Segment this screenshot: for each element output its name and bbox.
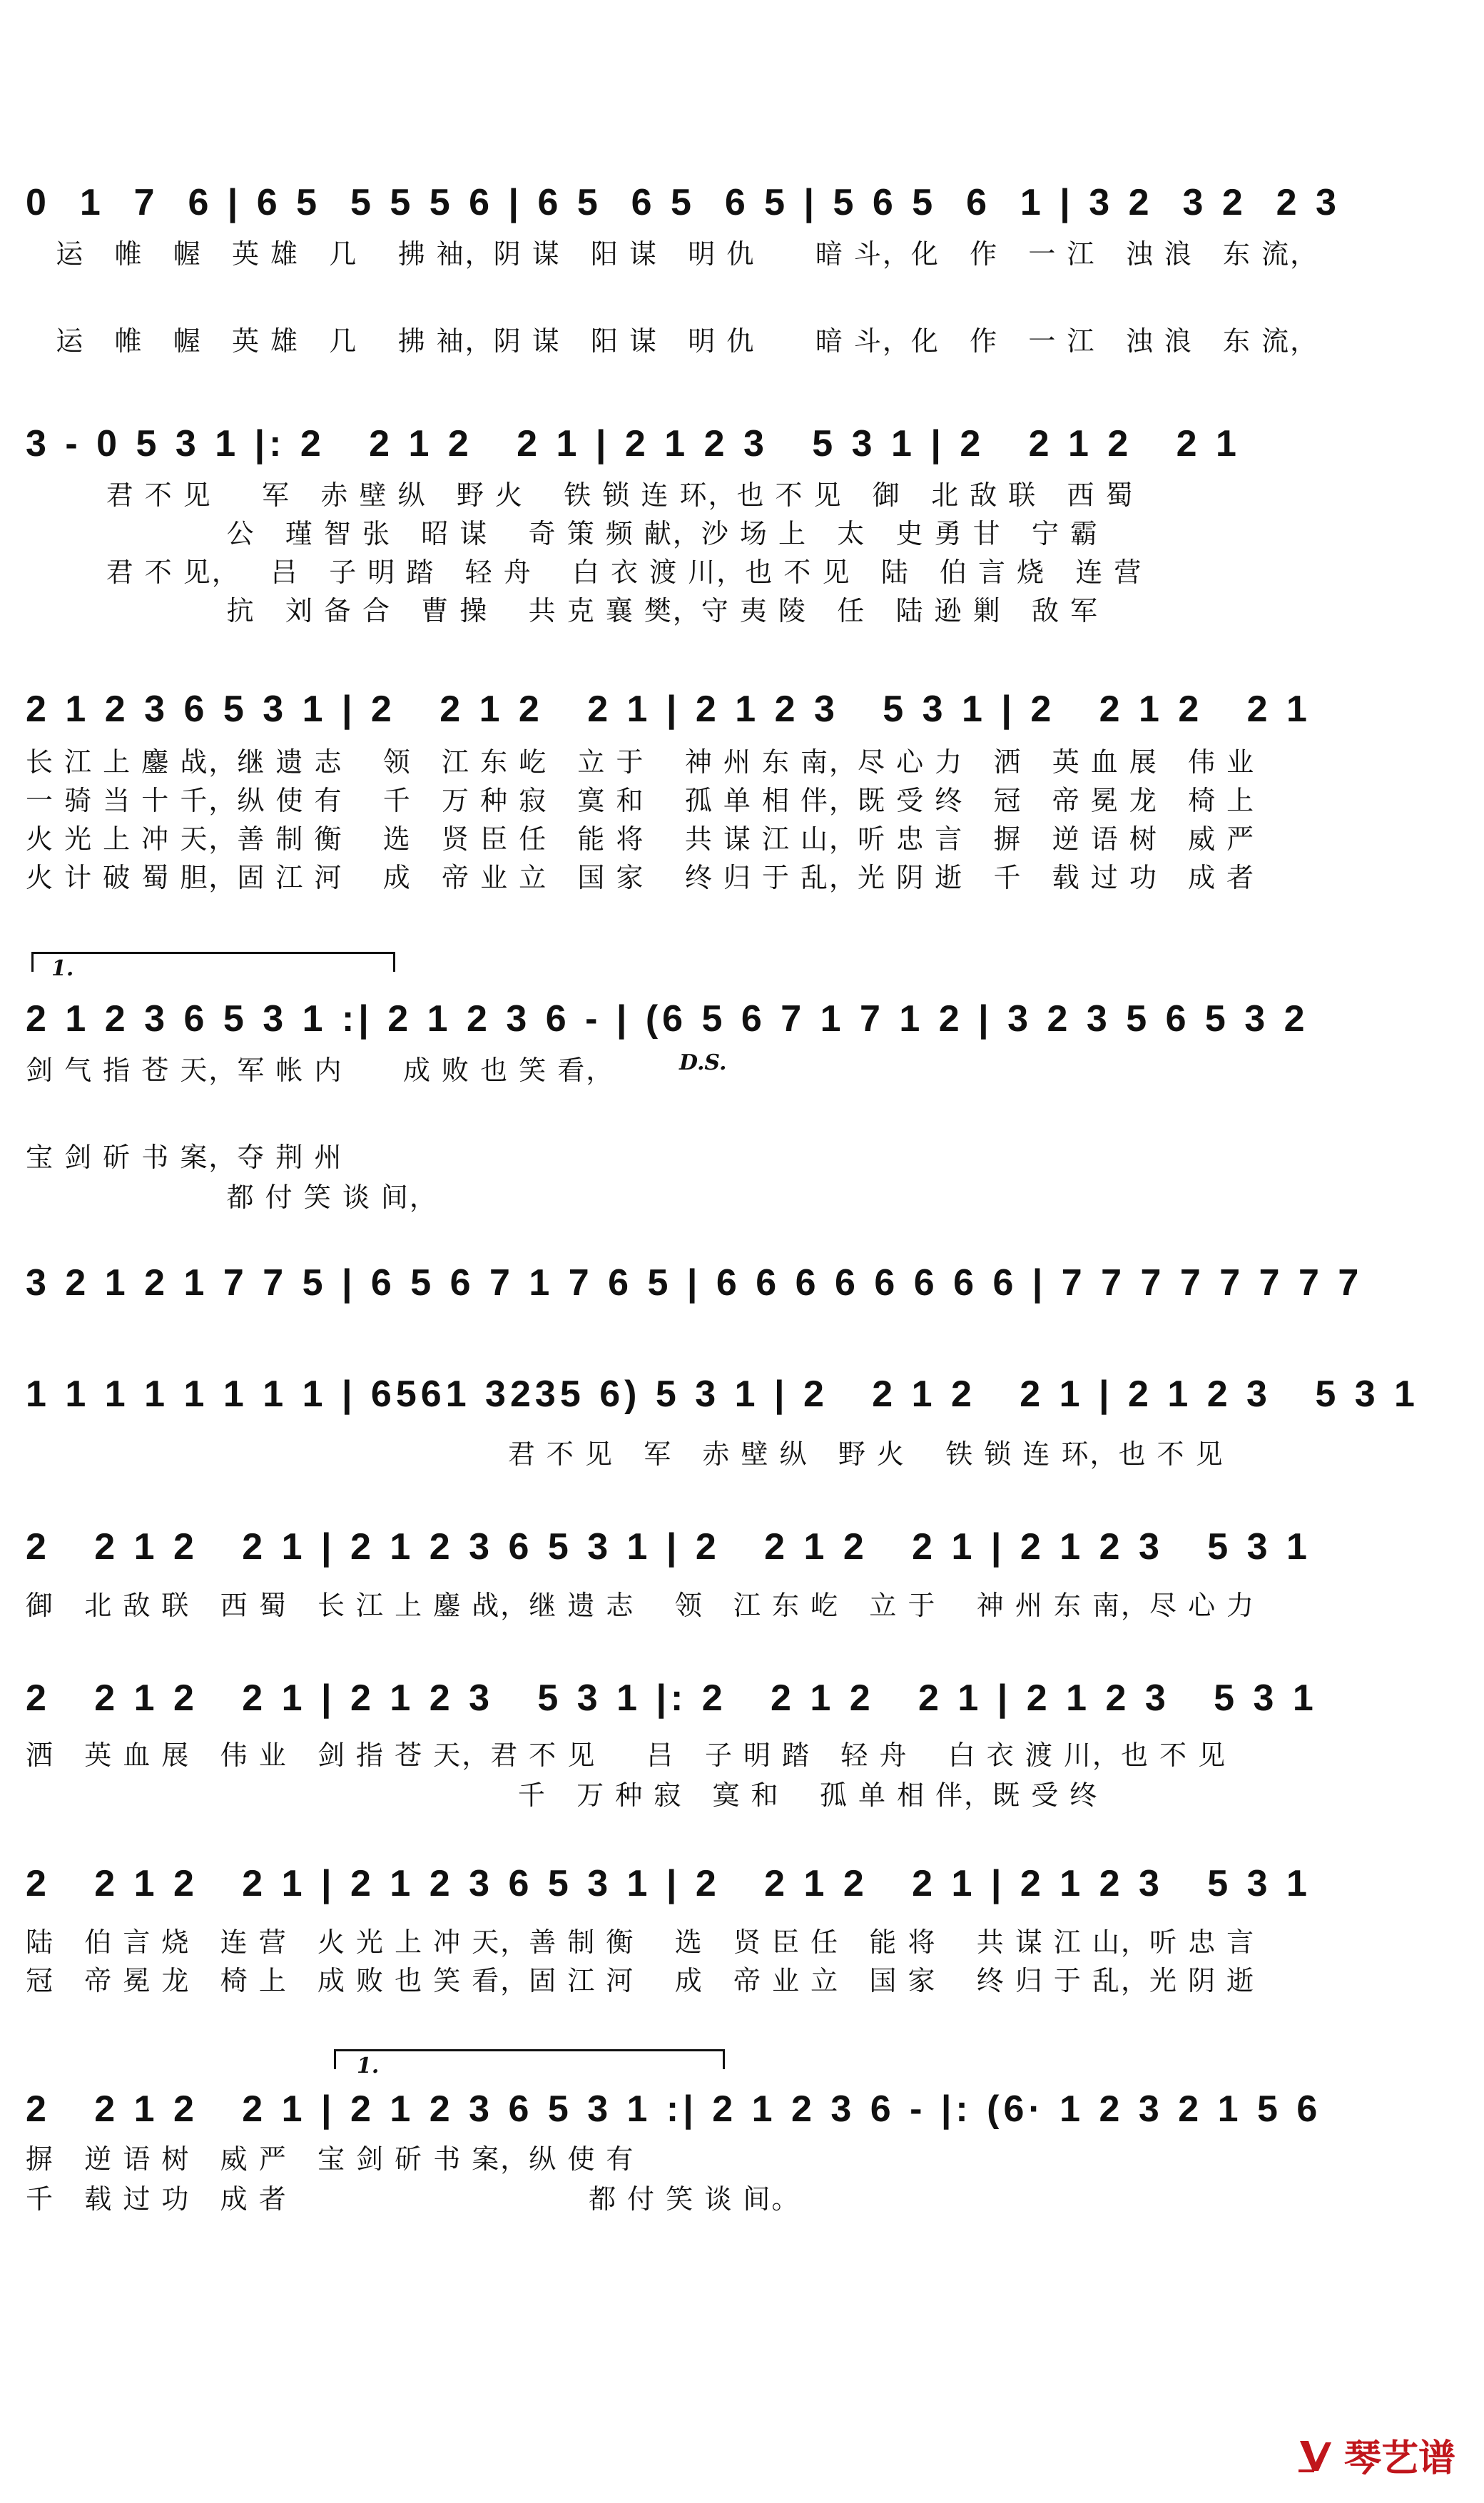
lyric-row-8-verse-2: 千 万 种 寂 寞 和 孤 单 相 伴，既 受 终: [26, 1779, 1099, 1811]
volta-bracket-row-4: [31, 952, 395, 954]
guqin-logo-icon: [1294, 2434, 1337, 2477]
notes-row-9: 2 2 1 2 2 1 | 2 1 2 3 6 5 3 1 | 2 2 1 2 2 1 | 2 1 2 3 5 3 1: [26, 1863, 1311, 1904]
lyric-row-4-verse-3: 宝 剑 斫 书 案，夺 荆 州: [26, 1142, 343, 1173]
volta-number-row-4: 1.: [51, 956, 74, 981]
dal-segno-mark: D.S.: [679, 1050, 727, 1075]
notes-row-6: 1 1 1 1 1 1 1 1 | 6561 3235 6) 5 3 1 | 2 2 1 2 2 1 | 2 1 2 3 5 3 1: [26, 1374, 1419, 1415]
notes-row-4: 2 1 2 3 6 5 3 1 :| 2 1 2 3 6 - | (6 5 6 7 1 7 1 2 | 3 2 3 5 6 5 3 2: [26, 998, 1309, 1040]
lyric-row-3-verse-2: 一 骑 当 十 千，纵 使 有 千 万 种 寂 寞 和 孤 单 相 伴，既 受 终 冠 帝 冕 龙 椅 上: [26, 785, 1256, 816]
logo-text: 琴艺谱: [1343, 2437, 1455, 2480]
site-logo: [1294, 2428, 1455, 2482]
notes-row-7: 2 2 1 2 2 1 | 2 1 2 3 6 5 3 1 | 2 2 1 2 2 1 | 2 1 2 3 5 3 1: [26, 1526, 1311, 1568]
volta-tick-left-2: [334, 2049, 336, 2069]
volta-tick-right: [393, 952, 395, 972]
notes-row-2: 3 - 0 5 3 1 |: 2 2 1 2 2 1 | 2 1 2 3 5 3 1 | 2 2 1 2 2 1: [26, 423, 1241, 464]
notes-row-3: 2 1 2 3 6 5 3 1 | 2 2 1 2 2 1 | 2 1 2 3 5 3 1 | 2 2 1 2 2 1: [26, 689, 1311, 730]
lyric-row-9-verse-2: 冠 帝 冕 龙 椅 上 成 败 也 笑 看，固 江 河 成 帝 业 立 国 家 终 归 于 乱，光 阴 逝: [26, 1965, 1256, 1996]
lyric-row-7-verse-1: 御 北 敌 联 西 蜀 长 江 上 鏖 战，继 遗 志 领 江 东 屹 立 于 神 州 东 南，尽 心 力: [26, 1590, 1256, 1621]
notes-row-8: 2 2 1 2 2 1 | 2 1 2 3 5 3 1 |: 2 2 1 2 2 1 | 2 1 2 3 5 3 1: [26, 1677, 1318, 1719]
lyric-row-6-verse-1: 君 不 见 军 赤 壁 纵 野 火 铁 锁 连 环，也 不 见: [26, 1438, 1224, 1470]
volta-tick-left: [31, 952, 34, 972]
lyric-row-10-verse-1: 摒 逆 语 树 威 严 宝 剑 斫 书 案，纵 使 有: [26, 2143, 635, 2175]
volta-bracket-row-10: [334, 2049, 725, 2051]
volta-number-row-10: 1.: [357, 2053, 380, 2078]
notes-row-10: 2 2 1 2 2 1 | 2 1 2 3 6 5 3 1 :| 2 1 2 3 6 - |: (6· 1 2 3 2 1 5 6: [26, 2088, 1322, 2130]
lyric-row-2-verse-2: 公 瑾 智 张 昭 谋 奇 策 频 献，沙 场 上 太 史 勇 甘 宁 霸: [26, 518, 1099, 549]
lyric-row-3-verse-1: 长 江 上 鏖 战，继 遗 志 领 江 东 屹 立 于 神 州 东 南，尽 心 力 洒 英 血 展 伟 业: [26, 746, 1256, 778]
lyric-row-4-verse-1: 剑 气 指 苍 天，军 帐 内 成 败 也 笑 看，: [26, 1055, 615, 1086]
lyric-row-9-verse-1: 陆 伯 言 烧 连 营 火 光 上 冲 天，善 制 衡 选 贤 臣 任 能 将 共 谋 江 山，听 忠 言: [26, 1926, 1256, 1958]
lyric-row-3-verse-4: 火 计 破 蜀 胆，固 江 河 成 帝 业 立 国 家 终 归 于 乱，光 阴 逝 千 载 过 功 成 者: [26, 862, 1256, 893]
lyric-row-1-verse-1: 运 帷 幄 英 雄 几 拂 袖，阴 谋 阳 谋 明 仇 暗 斗，化 作 一 江 浊 浪 东 流，: [26, 238, 1319, 270]
volta-tick-right-2: [723, 2049, 725, 2069]
lyric-row-1-verse-3: 运 帷 幄 英 雄 几 拂 袖，阴 谋 阳 谋 明 仇 暗 斗，化 作 一 江 浊 浪 东 流，: [26, 325, 1319, 357]
lyric-row-2-verse-4: 抗 刘 备 合 曹 操 共 克 襄 樊，守 夷 陵 任 陆 逊 剿 敌 军: [26, 595, 1099, 626]
notes-row-5: 3 2 1 2 1 7 7 5 | 6 5 6 7 1 7 6 5 | 6 6 6 6 6 6 6 6 | 7 7 7 7 7 7 7 7: [26, 1262, 1363, 1304]
lyric-row-4-verse-4: 都 付 笑 谈 间，: [26, 1182, 438, 1213]
lyric-row-10-verse-2: 千 载 过 功 成 者 都 付 笑 谈 间。: [26, 2183, 801, 2215]
lyric-row-8-verse-1: 洒 英 血 展 伟 业 剑 指 苍 天，君 不 见 吕 子 明 踏 轻 舟 白 衣 渡 川，也 不 见: [26, 1740, 1227, 1771]
lyric-row-2-verse-3: 君 不 见， 吕 子 明 踏 轻 舟 白 衣 渡 川，也 不 见 陆 伯 言 烧 连 营: [26, 557, 1143, 588]
lyric-row-2-verse-1: 君 不 见 军 赤 壁 纵 野 火 铁 锁 连 环，也 不 见 御 北 敌 联 西 蜀: [26, 479, 1134, 511]
lyric-row-3-verse-3: 火 光 上 冲 天，善 制 衡 选 贤 臣 任 能 将 共 谋 江 山，听 忠 言 摒 逆 语 树 威 严: [26, 823, 1256, 855]
notes-row-1: 0 1 7 6 | 6 5 5 5 5 6 | 6 5 6 5 6 5 | 5 6 5 6 1 | 3 2 3 2 2 3: [26, 182, 1341, 223]
